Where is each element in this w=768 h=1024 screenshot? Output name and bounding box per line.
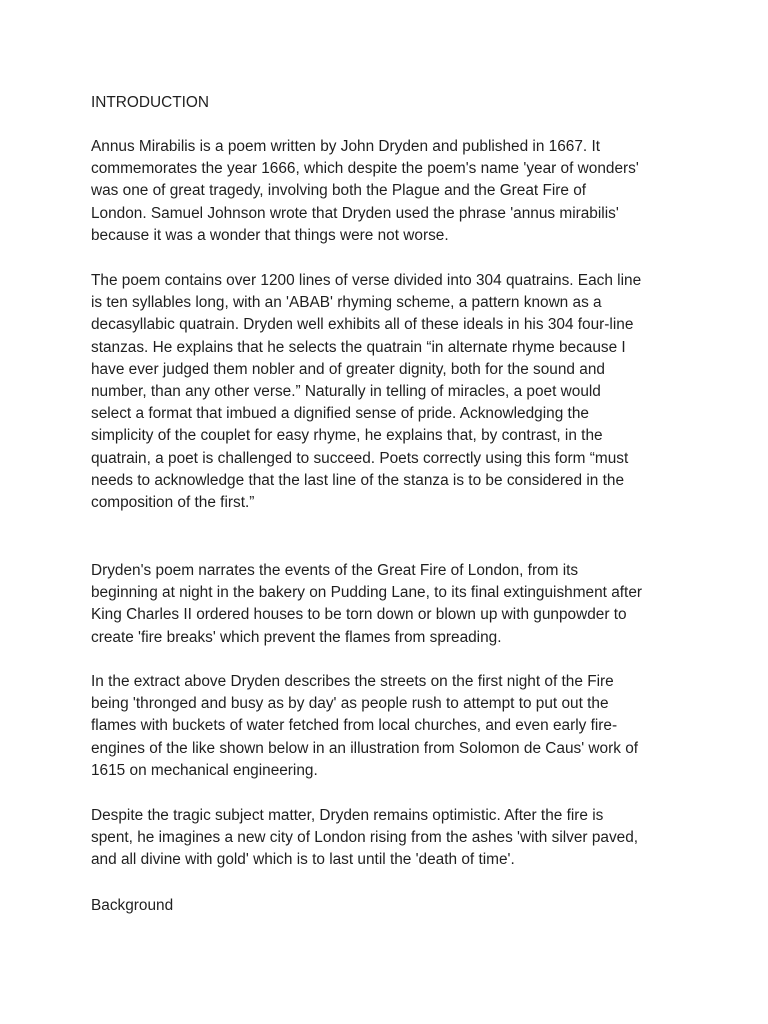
paragraph-optimism: Despite the tragic subject matter, Dryden remains optimistic. After the fire is spent, he imagines a new city of London rising from the ashes 'with silver paved, and all divine with gold' which is to last until the 'death of time'. (91, 807, 639, 869)
paragraph-quatrains: The poem contains over 1200 lines of verse divided into 304 quatrains. Each line is ten syllables long, with an 'ABAB' rhyming scheme, a pattern known as a decasyllabic quatrain. Dryden well exhibits all of these ideals in his 304 four-line stanzas. He explains that he selects the quatrain “in alternate rhyme because I have ever judged them nobler and of greater dignity, both for the sound and number, than any other verse.” Naturally in telling of miracles, a poet would select a format that imbued a dignified sense of pride. Acknowledging the simplicity of the couplet for easy rhyme, he explains that, by contrast, in the quatrain, a poet is challenged to succeed. Poets correctly using this form “must needs to acknowledge that the last line of the stanza is to be considered in the composition of the first.” (91, 272, 642, 512)
background-heading: Background (91, 897, 174, 914)
paragraph-great-fire: Dryden's poem narrates the events of the Great Fire of London, from its beginning at night in the bakery on Pudding Lane, to its final extinguishment after King Charles II ordered houses to be torn down or blown up with gunpowder to create 'fire breaks' which prevent the flames from spreading. (91, 562, 643, 646)
paragraph-annus-mirabilis: Annus Mirabilis is a poem written by John Dryden and published in 1667. It commemorates the year 1666, which despite the poem's name 'year of wonders' was one of great tragedy, involving both the Plague and the Great Fire of London. Samuel Johnson wrote that Dryden used the phrase 'annus mirabilis' because it was a wonder that things were not worse. (91, 138, 639, 244)
paragraph-extract: In the extract above Dryden describes the streets on the first night of the Fire being 'thronged and busy as by day' as people rush to attempt to put out the flames with buckets of water fetched from local churches, and even early fire- engines of the like shown below in an illustration from Solomon de Caus' work of 1615 on mechanical engineering. (91, 673, 639, 779)
introduction-heading: INTRODUCTION (91, 94, 209, 111)
